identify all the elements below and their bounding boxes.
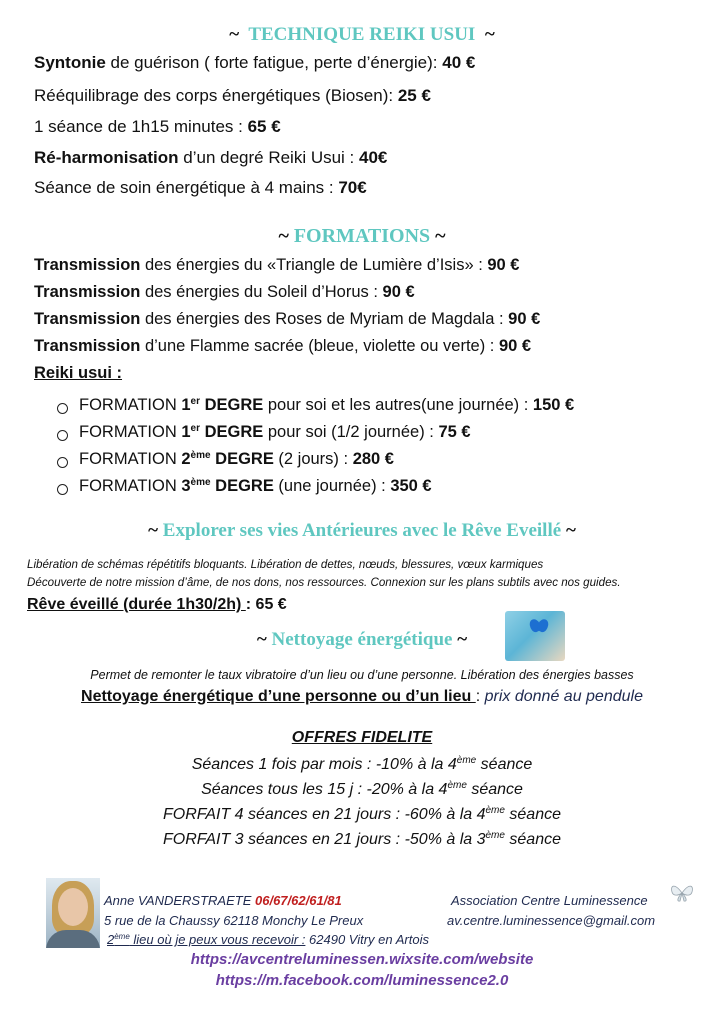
second-location: 2ème lieu où je peux vous recevoir : 62490 Vitry en Artois bbox=[107, 932, 429, 947]
butterfly-hand-image bbox=[505, 611, 565, 661]
fidelite-title: OFFRES FIDELITE bbox=[291, 729, 433, 746]
nettoyage-section-title: ~ Nettoyage énergétique ~ bbox=[256, 629, 468, 650]
address: 5 rue de la Chaussy 62118 Monchy Le Preux bbox=[104, 913, 364, 928]
fidelite-item: FORFAIT 4 séances en 21 jours : -60% à la 4ème séance bbox=[162, 805, 561, 823]
formation-item: Transmission des énergies des Roses de Myriam de Magdala : 90 € bbox=[34, 310, 541, 328]
nettoyage-description: Permet de remonter le taux vibratoire d’un lieu ou d’une personne. Libération des énergies basses bbox=[90, 668, 634, 682]
formation-item: Transmission d’une Flamme sacrée (bleue, violette ou verte) : 90 € bbox=[34, 337, 532, 355]
nettoyage-offer: Nettoyage énergétique d’une personne ou d’un lieu : prix donné au pendule bbox=[81, 688, 643, 705]
reiki-section-title: ~ TECHNIQUE REIKI USUI ~ bbox=[229, 24, 495, 45]
fidelite-item: FORFAIT 3 séances en 21 jours : -50% à la 3ème séance bbox=[162, 830, 561, 848]
reiki-formation-item: FORMATION 3ème DEGRE (une journée) : 350 € bbox=[79, 477, 432, 495]
reiki-item: Rééquilibrage des corps énergétiques (Biosen): 25 € bbox=[34, 86, 431, 105]
butterfly-icon bbox=[669, 881, 695, 905]
reiki-formation-item: FORMATION 1er DEGRE pour soi et les autres(une journée) : 150 € bbox=[79, 396, 575, 414]
reve-eveille-offer: Rêve éveillé (durée 1h30/2h) : 65 € bbox=[27, 596, 287, 613]
vies-section-title: ~ Explorer ses vies Antérieures avec le Rêve Eveillé ~ bbox=[148, 520, 576, 541]
contact-name-phone: Anne VANDERSTRAETE 06/67/62/61/81 bbox=[104, 893, 342, 908]
bullet-circle-icon bbox=[57, 430, 68, 441]
formation-item: Transmission des énergies du Soleil d’Horus : 90 € bbox=[34, 283, 415, 301]
reiki-item: Séance de soin énergétique à 4 mains : 70€ bbox=[34, 178, 367, 197]
bullet-circle-icon bbox=[57, 457, 68, 468]
email-link[interactable]: av.centre.luminessence@gmail.com bbox=[447, 913, 656, 928]
reiki-formation-item: FORMATION 2ème DEGRE (2 jours) : 280 € bbox=[79, 450, 394, 468]
bullet-circle-icon bbox=[57, 403, 68, 414]
vies-description-2: Découverte de notre mission d’âme, de nos dons, nos ressources. Connexion sur les plans subtils avec nos guides. bbox=[27, 576, 621, 589]
facebook-link[interactable]: https://m.facebook.com/luminessence2.0 bbox=[215, 972, 509, 989]
reiki-formation-item: FORMATION 1er DEGRE pour soi (1/2 journée) : 75 € bbox=[79, 423, 471, 441]
formation-item: Transmission des énergies du «Triangle de Lumière d’Isis» : 90 € bbox=[34, 256, 520, 274]
reiki-item: Ré-harmonisation d’un degré Reiki Usui : 40€ bbox=[34, 148, 388, 167]
reiki-usui-heading: Reiki usui : bbox=[34, 364, 123, 382]
formations-section-title: ~ FORMATIONS ~ bbox=[278, 225, 446, 247]
vies-description-1: Libération de schémas répétitifs bloquants. Libération de dettes, nœuds, blessures, vœux karmiques bbox=[27, 558, 544, 571]
reiki-item: Syntonie de guérison ( forte fatigue, perte d’énergie): 40 € bbox=[34, 53, 476, 72]
avatar bbox=[46, 878, 100, 948]
website-link[interactable]: https://avcentreluminessen.wixsite.com/website bbox=[190, 951, 534, 968]
association-name: Association Centre Luminessence bbox=[451, 893, 648, 908]
reiki-item: 1 séance de 1h15 minutes : 65 € bbox=[34, 117, 281, 136]
fidelite-item: Séances 1 fois par mois : -10% à la 4ème séance bbox=[191, 755, 533, 773]
fidelite-item: Séances tous les 15 j : -20% à la 4ème séance bbox=[201, 780, 523, 798]
bullet-circle-icon bbox=[57, 484, 68, 495]
